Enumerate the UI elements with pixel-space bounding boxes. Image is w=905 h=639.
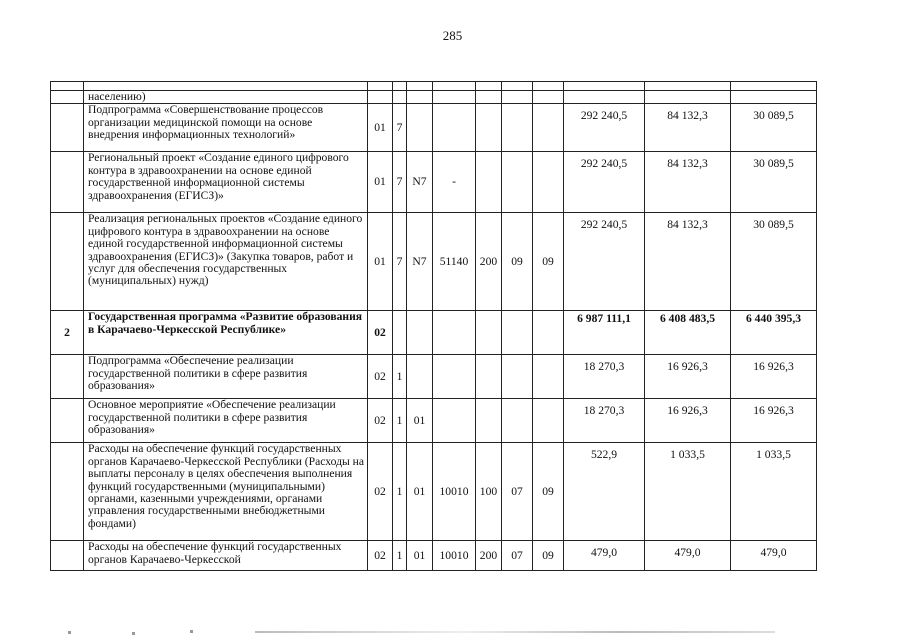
code-cell: 200	[476, 541, 502, 571]
amount-cell: 6 408 483,5	[645, 311, 731, 355]
table-row	[51, 443, 817, 541]
table-row	[51, 91, 817, 104]
code-cell: 01	[407, 443, 433, 541]
header-cell	[533, 82, 564, 91]
code-cell: 09	[533, 541, 564, 571]
item-name-cell: населению)	[84, 91, 368, 104]
budget-table	[50, 81, 817, 571]
amount-cell: 16 926,3	[645, 399, 731, 443]
code-cell	[407, 355, 433, 399]
code-cell: 02	[368, 443, 393, 541]
code-cell	[433, 355, 476, 399]
code-cell: 7	[393, 104, 407, 152]
header-cell	[731, 82, 817, 91]
header-cell	[84, 82, 368, 91]
amount-cell: 292 240,5	[564, 104, 645, 152]
row-number-cell	[51, 213, 84, 311]
code-cell	[533, 311, 564, 355]
code-cell: 7	[393, 152, 407, 213]
table-row	[51, 311, 817, 355]
header-cell	[645, 82, 731, 91]
row-number-cell	[51, 91, 84, 104]
item-name-cell: Государственная программа «Развитие образования в Карачаево-Черкесской Республике»	[84, 311, 368, 355]
amount-cell: 6 440 395,3	[731, 311, 817, 355]
code-cell	[533, 152, 564, 213]
amount-cell	[564, 91, 645, 104]
amount-cell: 84 132,3	[645, 213, 731, 311]
code-cell: 02	[368, 541, 393, 571]
table-header-row	[51, 82, 817, 91]
amount-cell: 16 926,3	[731, 399, 817, 443]
code-cell: 07	[502, 541, 533, 571]
code-cell: 09	[533, 213, 564, 311]
item-name-cell: Региональный проект «Создание единого цифрового контура в здравоохранении на основе единой государственной информационной системы здравоохранения (ЕГИСЗ)»	[84, 152, 368, 213]
code-cell	[476, 91, 502, 104]
table-row	[51, 399, 817, 443]
code-cell: 1	[393, 443, 407, 541]
amount-cell: 479,0	[645, 541, 731, 571]
amount-cell: 479,0	[731, 541, 817, 571]
row-number-cell: 2	[51, 311, 84, 355]
amount-cell: 1 033,5	[731, 443, 817, 541]
code-cell	[502, 91, 533, 104]
code-cell	[533, 104, 564, 152]
scan-artifact-line	[255, 631, 775, 633]
code-cell: 02	[368, 355, 393, 399]
code-cell	[502, 104, 533, 152]
item-name-cell: Подпрограмма «Обеспечение реализации государственной политики в сфере развития образования»	[84, 355, 368, 399]
code-cell: 1	[393, 399, 407, 443]
amount-cell	[731, 91, 817, 104]
amount-cell: 6 987 111,1	[564, 311, 645, 355]
code-cell	[476, 152, 502, 213]
code-cell	[502, 311, 533, 355]
amount-cell: 479,0	[564, 541, 645, 571]
code-cell: 10010	[433, 443, 476, 541]
amount-cell: 16 926,3	[731, 355, 817, 399]
item-name-cell: Подпрограмма «Совершенствование процессов организации медицинской помощи на основе внедрения информационных технологий»	[84, 104, 368, 152]
page-number: 285	[442, 28, 463, 43]
code-cell	[533, 355, 564, 399]
amount-cell: 30 089,5	[731, 104, 817, 152]
code-cell: 01	[368, 213, 393, 311]
code-cell	[502, 399, 533, 443]
code-cell	[393, 91, 407, 104]
row-number-cell	[51, 443, 84, 541]
amount-cell: 84 132,3	[645, 152, 731, 213]
code-cell: 02	[368, 311, 393, 355]
header-cell	[476, 82, 502, 91]
header-cell	[433, 82, 476, 91]
amount-cell: 1 033,5	[645, 443, 731, 541]
code-cell: 09	[502, 213, 533, 311]
table-row	[51, 541, 817, 571]
amount-cell: 18 270,3	[564, 399, 645, 443]
item-name-cell: Основное мероприятие «Обеспечение реализации государственной политики в сфере развития образования»	[84, 399, 368, 443]
header-cell	[368, 82, 393, 91]
header-cell	[407, 82, 433, 91]
header-cell	[564, 82, 645, 91]
code-cell: 100	[476, 443, 502, 541]
code-cell	[476, 104, 502, 152]
scan-artifact-dot	[190, 630, 193, 633]
code-cell	[407, 311, 433, 355]
header-cell	[502, 82, 533, 91]
code-cell: 01	[407, 541, 433, 571]
code-cell	[407, 104, 433, 152]
code-cell	[433, 104, 476, 152]
code-cell	[433, 91, 476, 104]
table-row	[51, 355, 817, 399]
code-cell	[407, 91, 433, 104]
code-cell: 1	[393, 355, 407, 399]
code-cell	[533, 91, 564, 104]
item-name-cell: Расходы на обеспечение функций государственных органов Карачаево-Черкесской	[84, 541, 368, 571]
header-cell	[51, 82, 84, 91]
code-cell	[393, 311, 407, 355]
code-cell: N7	[407, 213, 433, 311]
code-cell: 10010	[433, 541, 476, 571]
amount-cell: 84 132,3	[645, 104, 731, 152]
amount-cell	[645, 91, 731, 104]
code-cell: 09	[533, 443, 564, 541]
code-cell: -	[433, 152, 476, 213]
table-row	[51, 213, 817, 311]
amount-cell: 292 240,5	[564, 152, 645, 213]
row-number-cell	[51, 152, 84, 213]
code-cell: 200	[476, 213, 502, 311]
scan-artifact-dot	[68, 631, 71, 634]
amount-cell: 30 089,5	[731, 152, 817, 213]
code-cell: 02	[368, 399, 393, 443]
code-cell	[502, 355, 533, 399]
code-cell: 01	[368, 104, 393, 152]
code-cell	[476, 399, 502, 443]
item-name-cell: Реализация региональных проектов «Создание единого цифрового контура в здравоохранении на основе единой государственной информационной системы здравоохранения (ЕГИСЗ)» (Закупка товаров, работ и услуг для обеспечения государственных (муниципальных) нужд)	[84, 213, 368, 311]
table-row	[51, 152, 817, 213]
code-cell: 7	[393, 213, 407, 311]
item-name-cell: Расходы на обеспечение функций государственных органов Карачаево-Черкесской Республики (Расходы на выплаты персоналу в целях обеспечения выполнения функций государственными (муниципальными) органами, казенными учреждениями, органами управления государственными внебюджетными фондами)	[84, 443, 368, 541]
row-number-cell	[51, 399, 84, 443]
amount-cell: 292 240,5	[564, 213, 645, 311]
amount-cell: 522,9	[564, 443, 645, 541]
code-cell	[476, 311, 502, 355]
code-cell	[368, 91, 393, 104]
scan-artifact-dot	[132, 632, 135, 635]
amount-cell: 18 270,3	[564, 355, 645, 399]
code-cell	[502, 152, 533, 213]
code-cell	[433, 399, 476, 443]
code-cell: 07	[502, 443, 533, 541]
row-number-cell	[51, 541, 84, 571]
header-cell	[393, 82, 407, 91]
table-row	[51, 104, 817, 152]
row-number-cell	[51, 355, 84, 399]
code-cell	[476, 355, 502, 399]
code-cell	[533, 399, 564, 443]
code-cell: 51140	[433, 213, 476, 311]
code-cell: 1	[393, 541, 407, 571]
code-cell	[433, 311, 476, 355]
code-cell: N7	[407, 152, 433, 213]
code-cell: 01	[407, 399, 433, 443]
code-cell: 01	[368, 152, 393, 213]
amount-cell: 16 926,3	[645, 355, 731, 399]
row-number-cell	[51, 104, 84, 152]
amount-cell: 30 089,5	[731, 213, 817, 311]
